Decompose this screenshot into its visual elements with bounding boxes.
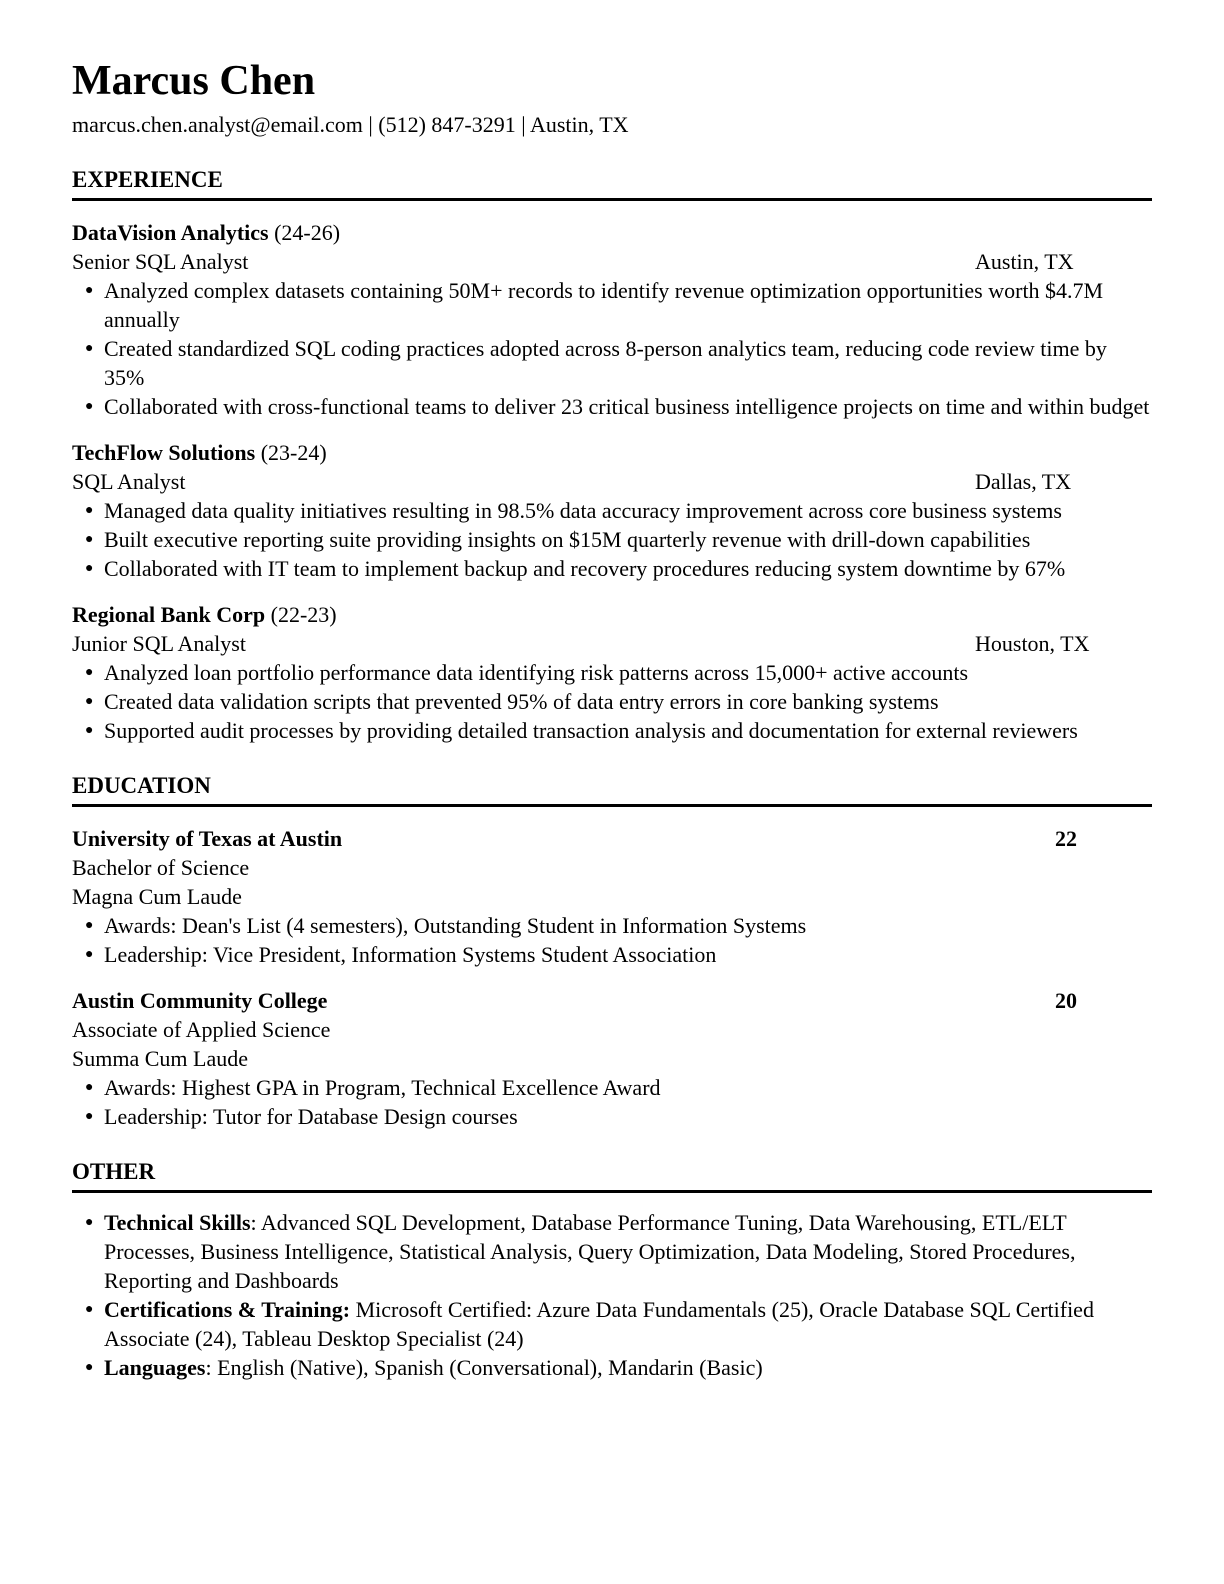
- school-bullet-text: Leadership: Vice President, Information Systems Student Association: [104, 942, 717, 967]
- bullet-icon: ●: [85, 1302, 94, 1317]
- job-bullet-text: Created data validation scripts that prevented 95% of data entry errors in core banking systems: [104, 689, 939, 714]
- job-bullet-text: Built executive reporting suite providing insights on $15M quarterly revenue with drill-down capabilities: [104, 527, 1031, 552]
- bullet-icon: ●: [85, 1215, 94, 1230]
- section-title-experience: EXPERIENCE: [72, 166, 1152, 201]
- person-name: Marcus Chen: [72, 58, 316, 104]
- school-bullet: [72, 1102, 1152, 1131]
- job-role: Junior SQL Analyst: [72, 631, 246, 656]
- job-role: Senior SQL Analyst: [72, 249, 249, 274]
- other-item-languages: [72, 1353, 1152, 1382]
- job-bullet: [72, 687, 1152, 716]
- school-name: Austin Community College: [72, 988, 328, 1013]
- school-bullet-text: Leadership: Tutor for Database Design courses: [104, 1104, 518, 1129]
- job-bullet-text: Supported audit processes by providing detailed transaction analysis and documentation for external reviewers: [104, 718, 1078, 743]
- school-entry-ut-austin: [72, 824, 1152, 969]
- job-bullet: [72, 496, 1152, 525]
- job-role: SQL Analyst: [72, 469, 186, 494]
- other-item-text: : English (Native), Spanish (Conversational), Mandarin (Basic): [205, 1355, 763, 1380]
- school-honors: Summa Cum Laude: [72, 1046, 248, 1071]
- school-bullet-text: Awards: Dean's List (4 semesters), Outstanding Student in Information Systems: [104, 913, 807, 938]
- bullet-icon: ●: [85, 341, 94, 356]
- job-entry-regional-bank: [72, 600, 1152, 745]
- bullet-icon: ●: [85, 561, 94, 576]
- school-year: 22: [1055, 826, 1077, 851]
- other-item-text: : Advanced SQL Development, Database Performance Tuning, Data Warehousing, ETL/ELT Processes, Business Intelligence, Statistical Analysis, Query Optimization, Data Modeling, Stored Procedures, Reporting and Dashboards: [104, 1210, 1076, 1293]
- company-name: DataVision Analytics: [72, 220, 269, 245]
- company-dates: (22-23): [265, 602, 337, 627]
- school-line: [72, 986, 1152, 1015]
- company-name: TechFlow Solutions: [72, 440, 256, 465]
- role-line: [72, 467, 1152, 496]
- school-degree: Associate of Applied Science: [72, 1017, 331, 1042]
- job-location: Houston, TX: [975, 631, 1090, 656]
- other-item-technical-skills: [72, 1208, 1152, 1295]
- role-line: [72, 629, 1152, 658]
- school-bullet-text: Awards: Highest GPA in Program, Technical Excellence Award: [104, 1075, 661, 1100]
- job-bullet-text: Created standardized SQL coding practices adopted across 8-person analytics team, reducing code review time by 35%: [104, 336, 1107, 390]
- bullet-icon: ●: [85, 918, 94, 933]
- role-line: [72, 247, 1152, 276]
- job-bullet: [72, 392, 1152, 421]
- bullet-icon: ●: [85, 694, 94, 709]
- school-name: University of Texas at Austin: [72, 826, 343, 851]
- school-entry-austin-cc: [72, 986, 1152, 1131]
- company-line: [72, 438, 1152, 467]
- school-degree: Bachelor of Science: [72, 855, 250, 880]
- job-bullet: [72, 525, 1152, 554]
- company-dates: (23-24): [255, 440, 327, 465]
- bullet-icon: ●: [85, 1360, 94, 1375]
- school-bullet: [72, 940, 1152, 969]
- job-bullet: [72, 554, 1152, 583]
- job-bullet-text: Collaborated with IT team to implement backup and recovery procedures reducing system downtime by 67%: [104, 556, 1066, 581]
- job-entry-datavision: [72, 218, 1152, 421]
- job-location: Dallas, TX: [975, 469, 1072, 494]
- other-item-certifications: [72, 1295, 1152, 1353]
- job-location: Austin, TX: [975, 249, 1074, 274]
- job-bullet-text: Analyzed loan portfolio performance data identifying risk patterns across 15,000+ active accounts: [104, 660, 969, 685]
- other-item-label: Languages: [104, 1355, 206, 1380]
- job-bullet: [72, 716, 1152, 745]
- bullet-icon: ●: [85, 283, 94, 298]
- school-bullet: [72, 1073, 1152, 1102]
- school-line: [72, 824, 1152, 853]
- job-bullet: [72, 334, 1152, 392]
- bullet-icon: ●: [85, 503, 94, 518]
- other-item-text: Microsoft Certified: Azure Data Fundamentals (25), Oracle Database SQL Certified Associate (24), Tableau Desktop Specialist (24): [104, 1297, 1094, 1351]
- bullet-icon: ●: [85, 665, 94, 680]
- school-honors: Magna Cum Laude: [72, 884, 242, 909]
- bullet-icon: ●: [85, 532, 94, 547]
- other-item-label: Certifications & Training:: [104, 1297, 351, 1322]
- job-bullet-text: Collaborated with cross-functional teams to deliver 23 critical business intelligence projects on time and within budget: [104, 394, 1150, 419]
- bullet-icon: ●: [85, 947, 94, 962]
- contact-line: marcus.chen.analyst@email.com | (512) 847-3291 | Austin, TX: [72, 112, 629, 137]
- job-bullet: [72, 658, 1152, 687]
- job-bullet-text: Analyzed complex datasets containing 50M+ records to identify revenue optimization opportunities worth $4.7M annually: [104, 278, 1104, 332]
- company-line: [72, 218, 1152, 247]
- job-bullet-text: Managed data quality initiatives resulting in 98.5% data accuracy improvement across core business systems: [104, 498, 1062, 523]
- company-dates: (24-26): [268, 220, 341, 245]
- school-bullet: [72, 911, 1152, 940]
- section-title-other: OTHER: [72, 1158, 1152, 1193]
- other-list: [72, 1208, 1152, 1382]
- job-entry-techflow: [72, 438, 1152, 583]
- bullet-icon: ●: [85, 1080, 94, 1095]
- job-bullet: [72, 276, 1152, 334]
- bullet-icon: ●: [85, 399, 94, 414]
- bullet-icon: ●: [85, 1109, 94, 1124]
- school-year: 20: [1055, 988, 1077, 1013]
- section-title-education: EDUCATION: [72, 772, 1152, 807]
- company-line: [72, 600, 1152, 629]
- company-name: Regional Bank Corp: [72, 602, 266, 627]
- other-item-label: Technical Skills: [104, 1210, 251, 1235]
- bullet-icon: ●: [85, 723, 94, 738]
